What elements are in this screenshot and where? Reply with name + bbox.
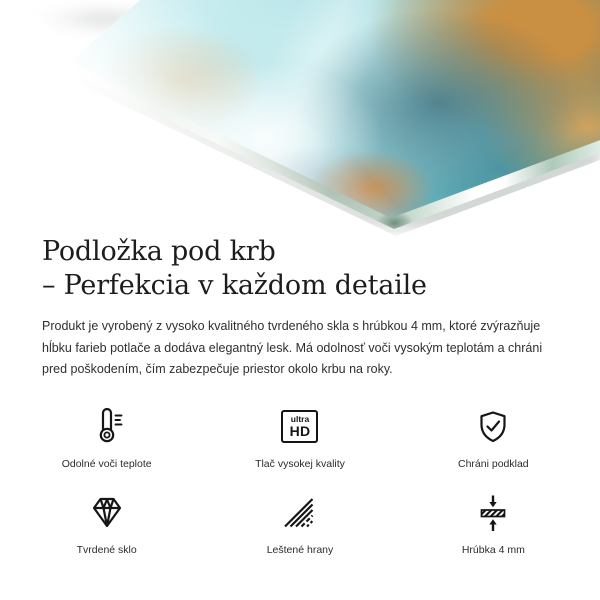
thermometer-icon (87, 407, 127, 447)
page-title-line2: – Perfekcia v každom detaile (42, 270, 427, 301)
thickness-icon (473, 493, 513, 533)
content-area (0, 235, 600, 381)
feature-label: Odolné voči teplote (61, 457, 152, 470)
polished-edges-icon (280, 493, 320, 533)
feature-protects-base (397, 407, 590, 471)
feature-label: Leštené hrany (266, 543, 334, 556)
feature-label: Hrúbka 4 mm (461, 543, 525, 556)
ultra-hd-text-bottom: HD (289, 423, 311, 439)
feature-hq-print (203, 407, 396, 471)
product-description: Produkt je vyrobený z vysoko kvalitného tvrdeného skla s hrúbkou 4 mm, ktoré zvýrazňuje hĺbku farieb potlače a dodáva elegantný lesk. Má odolnosť voči vysokým teplotám a chráni pred poškodením, čím zabezpečuje priestor okolo krbu na roky. (42, 319, 543, 376)
shield-check-icon (473, 407, 513, 447)
feature-label: Chráni podklad (458, 457, 529, 470)
diamond-icon (87, 493, 127, 533)
page-title (42, 235, 558, 303)
feature-label: Tlač vysokej kvality (255, 457, 345, 470)
feature-label: Tvrdené sklo (76, 543, 137, 556)
page-title-line1: Podložka pod krb (42, 236, 276, 267)
feature-thickness (397, 493, 590, 557)
feature-heat-resistant (10, 407, 203, 471)
feature-polished-edges (203, 493, 396, 557)
feature-tempered-glass (10, 493, 203, 557)
ultra-hd-icon (280, 407, 320, 447)
hero-white-fade (0, 0, 600, 230)
ultra-hd-text-top: ultra (290, 414, 310, 424)
feature-grid (10, 407, 590, 557)
hero-product-photo (0, 0, 600, 230)
